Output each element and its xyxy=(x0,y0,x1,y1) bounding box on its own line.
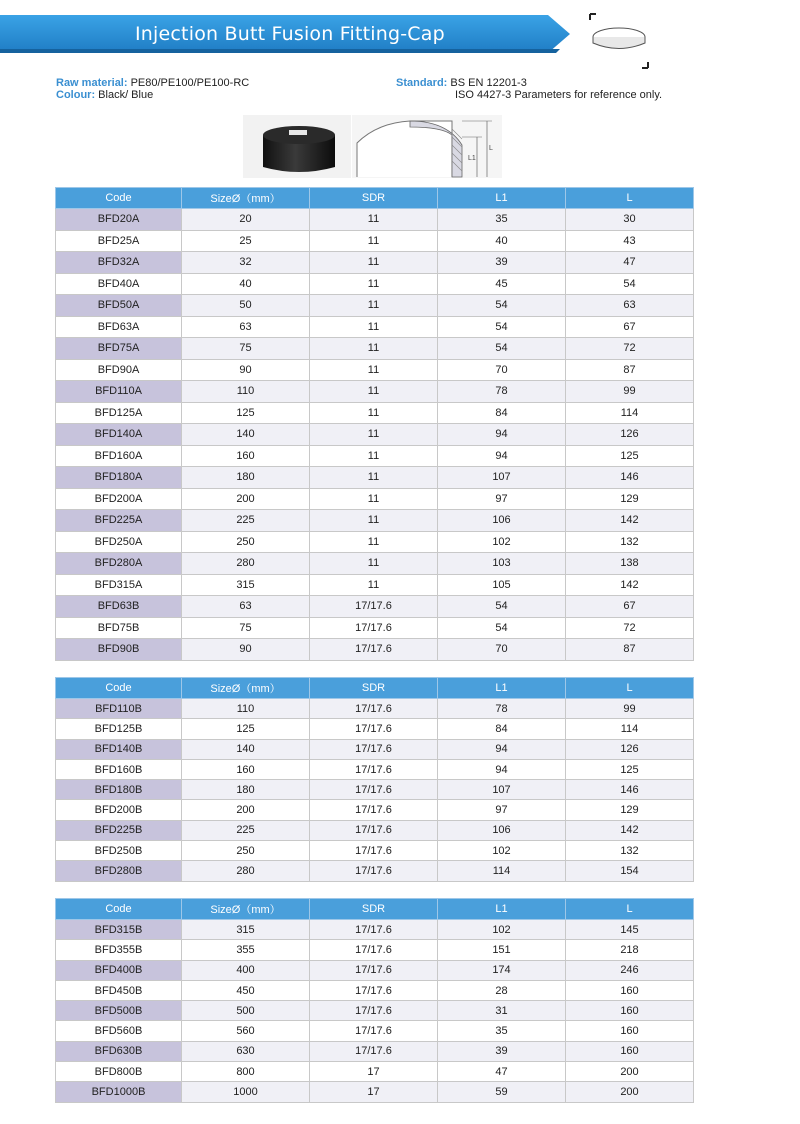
cell-l1: 59 xyxy=(438,1082,566,1102)
cell-sdr: 17/17.6 xyxy=(310,861,438,881)
table-row xyxy=(56,820,694,840)
table-header-row xyxy=(56,899,694,920)
cell-l: 154 xyxy=(566,861,694,881)
cell-l1: 106 xyxy=(438,820,566,840)
cell-sdr: 11 xyxy=(310,402,438,424)
cell-sdr: 17 xyxy=(310,1082,438,1102)
cell-code: BFD450B xyxy=(56,980,182,1000)
cell-sdr: 17/17.6 xyxy=(310,1041,438,1061)
cell-sdr: 11 xyxy=(310,230,438,252)
cell-size: 180 xyxy=(182,467,310,489)
colour-value: Black/ Blue xyxy=(98,89,154,101)
colour-line xyxy=(56,89,153,102)
table-row xyxy=(56,488,694,510)
standard-label: Standard: xyxy=(396,77,448,89)
cell-l1: 78 xyxy=(438,381,566,403)
cell-size: 355 xyxy=(182,940,310,960)
table-row xyxy=(56,252,694,274)
header-l1: L1 xyxy=(438,899,566,920)
cell-l1: 70 xyxy=(438,359,566,381)
cell-code: BFD25A xyxy=(56,230,182,252)
cell-size: 500 xyxy=(182,1001,310,1021)
cap-icon xyxy=(588,12,650,70)
table-row xyxy=(56,759,694,779)
table-row xyxy=(56,445,694,467)
cell-sdr: 11 xyxy=(310,295,438,317)
cell-l1: 84 xyxy=(438,402,566,424)
table-row xyxy=(56,617,694,639)
table-row xyxy=(56,1041,694,1061)
cell-l: 142 xyxy=(566,820,694,840)
cell-code: BFD200A xyxy=(56,488,182,510)
cell-l: 72 xyxy=(566,338,694,360)
cell-l1: 97 xyxy=(438,800,566,820)
table-row xyxy=(56,1021,694,1041)
cell-sdr: 17/17.6 xyxy=(310,739,438,759)
cell-l1: 94 xyxy=(438,739,566,759)
cell-size: 140 xyxy=(182,424,310,446)
header-sdr: SDR xyxy=(310,678,438,699)
cell-code: BFD125B xyxy=(56,719,182,739)
cell-size: 180 xyxy=(182,780,310,800)
cell-size: 125 xyxy=(182,719,310,739)
cell-l1: 54 xyxy=(438,295,566,317)
table-row xyxy=(56,510,694,532)
cell-sdr: 17/17.6 xyxy=(310,759,438,779)
cell-code: BFD630B xyxy=(56,1041,182,1061)
header-l: L xyxy=(566,899,694,920)
table-row xyxy=(56,359,694,381)
cell-l: 126 xyxy=(566,424,694,446)
table-header-row xyxy=(56,678,694,699)
header-size: SizeØ（mm） xyxy=(182,899,310,920)
dimensions-table-2 xyxy=(55,677,694,882)
cell-l1: 102 xyxy=(438,841,566,861)
cell-code: BFD110A xyxy=(56,381,182,403)
cell-code: BFD63B xyxy=(56,596,182,618)
table-row xyxy=(56,920,694,940)
cell-sdr: 11 xyxy=(310,574,438,596)
cell-size: 315 xyxy=(182,920,310,940)
cell-l: 132 xyxy=(566,841,694,861)
cell-l: 142 xyxy=(566,574,694,596)
dimensions-table-3 xyxy=(55,898,694,1103)
cell-size: 225 xyxy=(182,510,310,532)
cap-cross-section xyxy=(352,115,502,178)
cell-size: 140 xyxy=(182,739,310,759)
cell-sdr: 17/17.6 xyxy=(310,699,438,719)
cell-l: 160 xyxy=(566,980,694,1000)
table-row xyxy=(56,295,694,317)
cell-size: 800 xyxy=(182,1062,310,1082)
table-row xyxy=(56,699,694,719)
table-row xyxy=(56,940,694,960)
cell-code: BFD140A xyxy=(56,424,182,446)
header-l1: L1 xyxy=(438,678,566,699)
cell-l: 146 xyxy=(566,780,694,800)
cell-size: 630 xyxy=(182,1041,310,1061)
cell-sdr: 17/17.6 xyxy=(310,940,438,960)
cell-l: 142 xyxy=(566,510,694,532)
cell-size: 200 xyxy=(182,488,310,510)
cell-code: BFD125A xyxy=(56,402,182,424)
cell-l1: 70 xyxy=(438,639,566,661)
cell-l1: 54 xyxy=(438,617,566,639)
cell-code: BFD90B xyxy=(56,639,182,661)
cell-code: BFD32A xyxy=(56,252,182,274)
cell-l1: 114 xyxy=(438,861,566,881)
standard-note-text: ISO 4427-3 Parameters for reference only. xyxy=(455,89,663,101)
cell-l: 99 xyxy=(566,699,694,719)
cell-l: 126 xyxy=(566,739,694,759)
cell-sdr: 17/17.6 xyxy=(310,841,438,861)
cell-sdr: 17/17.6 xyxy=(310,719,438,739)
table-row xyxy=(56,230,694,252)
technical-drawing xyxy=(352,115,502,178)
cell-sdr: 17/17.6 xyxy=(310,596,438,618)
cell-size: 63 xyxy=(182,596,310,618)
cell-l1: 174 xyxy=(438,960,566,980)
cell-code: BFD225A xyxy=(56,510,182,532)
cell-l1: 54 xyxy=(438,316,566,338)
cell-l1: 102 xyxy=(438,920,566,940)
cell-code: BFD75A xyxy=(56,338,182,360)
cell-l: 129 xyxy=(566,488,694,510)
cell-l1: 84 xyxy=(438,719,566,739)
cell-size: 63 xyxy=(182,316,310,338)
header-l: L xyxy=(566,678,694,699)
table-row xyxy=(56,800,694,820)
cell-code: BFD225B xyxy=(56,820,182,840)
cell-code: BFD315B xyxy=(56,920,182,940)
table-row xyxy=(56,639,694,661)
table-row xyxy=(56,273,694,295)
cell-code: BFD315A xyxy=(56,574,182,596)
header-l1: L1 xyxy=(438,188,566,209)
cell-l: 132 xyxy=(566,531,694,553)
cell-l: 145 xyxy=(566,920,694,940)
cell-sdr: 11 xyxy=(310,488,438,510)
table-row xyxy=(56,596,694,618)
cell-sdr: 17/17.6 xyxy=(310,1001,438,1021)
cell-l: 114 xyxy=(566,719,694,739)
cell-sdr: 17/17.6 xyxy=(310,617,438,639)
cell-l1: 39 xyxy=(438,252,566,274)
cell-code: BFD75B xyxy=(56,617,182,639)
cell-size: 32 xyxy=(182,252,310,274)
header-sdr: SDR xyxy=(310,899,438,920)
cell-code: BFD90A xyxy=(56,359,182,381)
cell-code: BFD140B xyxy=(56,739,182,759)
table-row xyxy=(56,209,694,231)
cell-sdr: 17 xyxy=(310,1062,438,1082)
cell-size: 110 xyxy=(182,699,310,719)
cell-l: 138 xyxy=(566,553,694,575)
dimensions-table-1 xyxy=(55,187,694,661)
cell-l1: 107 xyxy=(438,780,566,800)
cell-l1: 94 xyxy=(438,424,566,446)
cell-code: BFD160A xyxy=(56,445,182,467)
cell-sdr: 11 xyxy=(310,445,438,467)
table-row xyxy=(56,424,694,446)
cell-l: 54 xyxy=(566,273,694,295)
table-row xyxy=(56,1062,694,1082)
cell-size: 450 xyxy=(182,980,310,1000)
cell-sdr: 11 xyxy=(310,359,438,381)
cell-size: 250 xyxy=(182,841,310,861)
cell-l1: 105 xyxy=(438,574,566,596)
table-row xyxy=(56,467,694,489)
raw-material-label: Raw material: xyxy=(56,77,128,89)
cell-sdr: 17/17.6 xyxy=(310,780,438,800)
black-cap-image xyxy=(243,115,351,178)
cell-l1: 94 xyxy=(438,759,566,779)
cell-sdr: 11 xyxy=(310,510,438,532)
cell-code: BFD400B xyxy=(56,960,182,980)
table-row xyxy=(56,960,694,980)
cell-l: 67 xyxy=(566,596,694,618)
cell-size: 40 xyxy=(182,273,310,295)
table-row xyxy=(56,531,694,553)
cell-size: 125 xyxy=(182,402,310,424)
cell-code: BFD40A xyxy=(56,273,182,295)
cell-l: 99 xyxy=(566,381,694,403)
cell-l1: 35 xyxy=(438,1021,566,1041)
cell-l: 72 xyxy=(566,617,694,639)
cell-code: BFD800B xyxy=(56,1062,182,1082)
cell-l1: 39 xyxy=(438,1041,566,1061)
cell-code: BFD180A xyxy=(56,467,182,489)
header-size: SizeØ（mm） xyxy=(182,678,310,699)
cell-size: 75 xyxy=(182,338,310,360)
cell-code: BFD63A xyxy=(56,316,182,338)
cell-l1: 106 xyxy=(438,510,566,532)
cell-l: 160 xyxy=(566,1001,694,1021)
cell-l1: 31 xyxy=(438,1001,566,1021)
cell-size: 225 xyxy=(182,820,310,840)
header-size: SizeØ（mm） xyxy=(182,188,310,209)
table-row xyxy=(56,402,694,424)
cell-sdr: 11 xyxy=(310,338,438,360)
cell-l: 129 xyxy=(566,800,694,820)
cell-l1: 45 xyxy=(438,273,566,295)
cell-size: 50 xyxy=(182,295,310,317)
cell-code: BFD280A xyxy=(56,553,182,575)
standard-value: BS EN 12201-3 xyxy=(450,77,527,89)
cell-size: 75 xyxy=(182,617,310,639)
cell-size: 160 xyxy=(182,445,310,467)
cell-l: 125 xyxy=(566,445,694,467)
cell-sdr: 11 xyxy=(310,467,438,489)
table-row xyxy=(56,574,694,596)
cell-l1: 107 xyxy=(438,467,566,489)
cell-code: BFD110B xyxy=(56,699,182,719)
table-row xyxy=(56,719,694,739)
standard-note xyxy=(455,89,662,102)
cell-sdr: 11 xyxy=(310,531,438,553)
header-code: Code xyxy=(56,899,182,920)
cell-sdr: 17/17.6 xyxy=(310,960,438,980)
header-sdr: SDR xyxy=(310,188,438,209)
cell-sdr: 17/17.6 xyxy=(310,800,438,820)
table-row xyxy=(56,861,694,881)
cell-code: BFD280B xyxy=(56,861,182,881)
cell-code: BFD355B xyxy=(56,940,182,960)
cell-code: BFD180B xyxy=(56,780,182,800)
cell-l1: 54 xyxy=(438,596,566,618)
cell-l: 200 xyxy=(566,1062,694,1082)
cell-sdr: 11 xyxy=(310,381,438,403)
cell-l1: 151 xyxy=(438,940,566,960)
cell-code: BFD1000B xyxy=(56,1082,182,1102)
cell-sdr: 17/17.6 xyxy=(310,920,438,940)
cell-size: 110 xyxy=(182,381,310,403)
cell-l: 67 xyxy=(566,316,694,338)
title-banner xyxy=(0,15,570,53)
colour-label: Colour: xyxy=(56,89,96,101)
cell-sdr: 17/17.6 xyxy=(310,980,438,1000)
cell-l: 43 xyxy=(566,230,694,252)
cell-l: 160 xyxy=(566,1041,694,1061)
cell-code: BFD50A xyxy=(56,295,182,317)
cell-sdr: 17/17.6 xyxy=(310,820,438,840)
cell-l: 160 xyxy=(566,1021,694,1041)
cell-size: 400 xyxy=(182,960,310,980)
cap-thumbnail xyxy=(588,12,650,70)
cell-size: 90 xyxy=(182,359,310,381)
cell-sdr: 11 xyxy=(310,424,438,446)
cell-l: 87 xyxy=(566,639,694,661)
cell-code: BFD20A xyxy=(56,209,182,231)
raw-material-value: PE80/PE100/PE100-RC xyxy=(130,77,250,89)
cell-l1: 78 xyxy=(438,699,566,719)
cell-l1: 28 xyxy=(438,980,566,1000)
cell-l1: 40 xyxy=(438,230,566,252)
cell-sdr: 11 xyxy=(310,252,438,274)
cell-code: BFD250A xyxy=(56,531,182,553)
cell-l: 63 xyxy=(566,295,694,317)
cell-code: BFD560B xyxy=(56,1021,182,1041)
cell-size: 280 xyxy=(182,861,310,881)
page-title: Injection Butt Fusion Fitting-Cap xyxy=(135,23,445,45)
header-code: Code xyxy=(56,678,182,699)
cell-sdr: 11 xyxy=(310,316,438,338)
cell-code: BFD200B xyxy=(56,800,182,820)
cell-l: 30 xyxy=(566,209,694,231)
cell-sdr: 17/17.6 xyxy=(310,639,438,661)
cell-l: 200 xyxy=(566,1082,694,1102)
cell-l: 146 xyxy=(566,467,694,489)
cell-l: 246 xyxy=(566,960,694,980)
cell-l1: 97 xyxy=(438,488,566,510)
cell-l: 218 xyxy=(566,940,694,960)
cell-size: 90 xyxy=(182,639,310,661)
table-row xyxy=(56,553,694,575)
cell-l1: 103 xyxy=(438,553,566,575)
cell-size: 280 xyxy=(182,553,310,575)
cell-sdr: 11 xyxy=(310,553,438,575)
cell-code: BFD250B xyxy=(56,841,182,861)
cell-l1: 35 xyxy=(438,209,566,231)
cell-l1: 102 xyxy=(438,531,566,553)
header-l: L xyxy=(566,188,694,209)
cell-l: 47 xyxy=(566,252,694,274)
table-row xyxy=(56,381,694,403)
table-row xyxy=(56,780,694,800)
cell-l: 114 xyxy=(566,402,694,424)
cell-sdr: 17/17.6 xyxy=(310,1021,438,1041)
cell-code: BFD160B xyxy=(56,759,182,779)
cell-size: 160 xyxy=(182,759,310,779)
cell-code: BFD500B xyxy=(56,1001,182,1021)
cell-sdr: 11 xyxy=(310,209,438,231)
table-row xyxy=(56,739,694,759)
cell-sdr: 11 xyxy=(310,273,438,295)
cell-size: 25 xyxy=(182,230,310,252)
drawing-l1-label: L1 xyxy=(468,155,476,162)
cell-l1: 54 xyxy=(438,338,566,360)
table-header-row xyxy=(56,188,694,209)
drawing-l-label: L xyxy=(489,145,493,152)
cell-l: 87 xyxy=(566,359,694,381)
cell-l1: 94 xyxy=(438,445,566,467)
cell-size: 20 xyxy=(182,209,310,231)
table-row xyxy=(56,1001,694,1021)
table-row xyxy=(56,980,694,1000)
header-code: Code xyxy=(56,188,182,209)
table-row xyxy=(56,1082,694,1102)
table-row xyxy=(56,316,694,338)
table-row xyxy=(56,841,694,861)
cell-l1: 47 xyxy=(438,1062,566,1082)
cell-size: 315 xyxy=(182,574,310,596)
cell-l: 125 xyxy=(566,759,694,779)
cell-size: 1000 xyxy=(182,1082,310,1102)
product-photo xyxy=(243,115,351,178)
cell-size: 560 xyxy=(182,1021,310,1041)
cell-size: 250 xyxy=(182,531,310,553)
table-row xyxy=(56,338,694,360)
cell-size: 200 xyxy=(182,800,310,820)
